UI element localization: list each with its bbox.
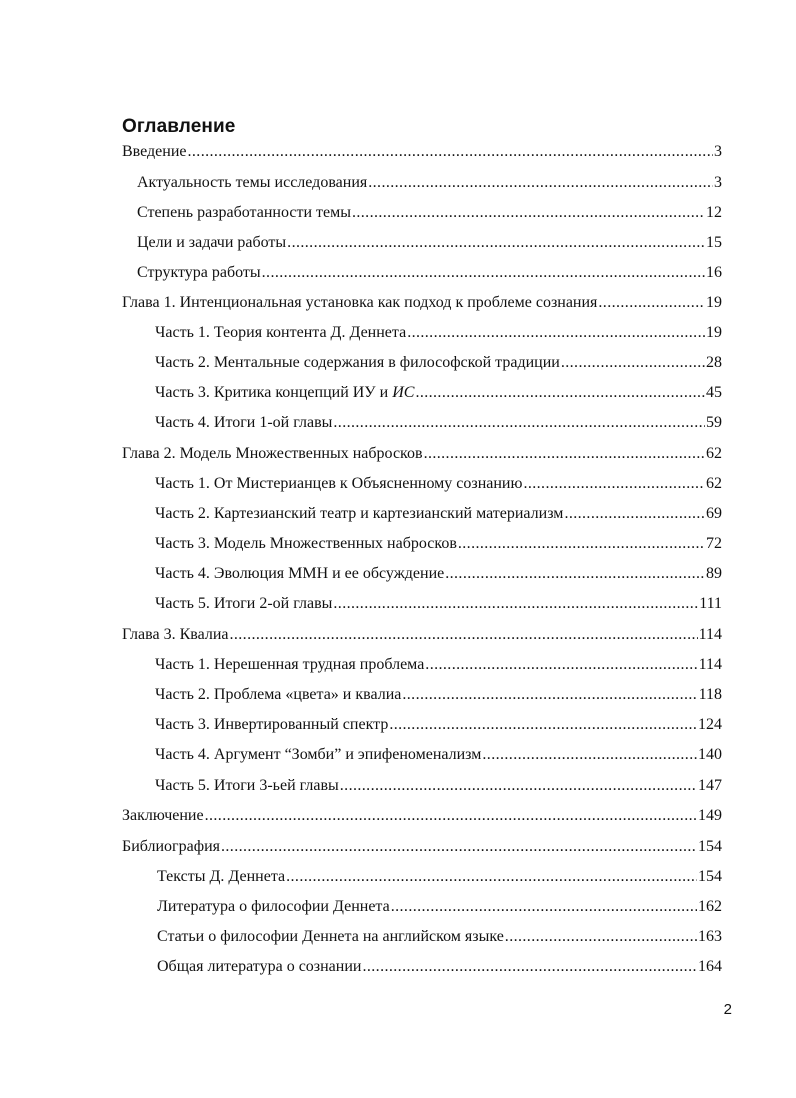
toc-entry-page: 19 [706, 294, 722, 311]
toc-entry-label: Часть 1. Нерешенная трудная проблема [155, 656, 425, 673]
toc-entry-ch2-part-5[interactable] [155, 594, 722, 614]
toc-entry-label: Часть 1. Теория контента Д. Деннета [155, 324, 407, 341]
toc-entry-label: Тексты Д. Деннета [157, 868, 286, 885]
toc-entry-page: 147 [698, 777, 722, 794]
toc-entry-english-articles[interactable] [157, 927, 722, 947]
leader-dots [333, 413, 705, 433]
toc-entry-page: 72 [706, 535, 722, 552]
toc-entry-page: 3 [714, 174, 722, 191]
toc-entry-page: 154 [698, 838, 722, 855]
leader-dots [188, 142, 714, 162]
toc-entry-relevance[interactable] [137, 173, 722, 193]
toc-entry-structure[interactable] [137, 263, 722, 283]
toc-entry-page: 3 [714, 143, 722, 160]
leader-dots [402, 685, 697, 705]
toc-entry-degree-of-development[interactable] [137, 203, 722, 223]
toc-entry-label: Часть 2. Проблема «цвета» и квалиа [155, 686, 402, 703]
leader-dots [561, 353, 705, 373]
toc-entry-literature-on-dennett[interactable] [157, 897, 722, 917]
leader-dots [362, 957, 697, 977]
toc-entry-label: Часть 5. Итоги 2-ой главы [155, 595, 333, 612]
toc-heading: Оглавление [122, 116, 236, 137]
toc-entry-ch3-part-3[interactable] [155, 715, 722, 735]
toc-entry-page: 124 [698, 716, 722, 733]
toc-entry-ch2-part-3[interactable] [155, 534, 722, 554]
toc-entry-label: Статьи о философии Деннета на английском языке [157, 928, 504, 945]
toc-entry-label: Глава 3. Квалиа [122, 626, 229, 643]
toc-entry-page: 162 [698, 898, 722, 915]
toc-entry-label: Структура работы [137, 264, 261, 281]
toc-entry-label: Часть 4. Аргумент “Зомби” и эпифеноменализм [155, 746, 482, 763]
leader-dots [368, 173, 713, 193]
leader-dots [424, 444, 705, 464]
leader-dots [391, 897, 697, 917]
toc-entry-label: Часть 2. Ментальные содержания в философской традиции [155, 354, 560, 371]
toc-entry-page: 164 [698, 958, 722, 975]
toc-entry-page: 114 [698, 656, 722, 673]
toc-entry-page: 154 [698, 868, 722, 885]
leader-dots [340, 776, 697, 796]
toc-entry-page: 118 [698, 686, 722, 703]
toc-entry-page: 59 [706, 414, 722, 431]
toc-entry-chapter-3[interactable] [122, 625, 722, 645]
toc-entry-dennett-texts[interactable] [157, 867, 722, 887]
toc-entry-page: 111 [699, 595, 722, 612]
toc-entry-page: 62 [706, 475, 722, 492]
toc-entry-page: 89 [706, 565, 722, 582]
toc-entry-label: Часть 3. Модель Множественных набросков [155, 535, 457, 552]
toc-entry-page: 19 [706, 324, 722, 341]
toc-entry-label: Глава 1. Интенциональная установка как подход к проблеме сознания [122, 294, 598, 311]
toc-entry-label [155, 383, 414, 403]
toc-entry-ch1-part-1[interactable] [155, 323, 722, 343]
leader-dots [505, 927, 697, 947]
leader-dots [415, 383, 705, 403]
leader-dots [287, 233, 705, 253]
toc-entry-ch2-part-1[interactable] [155, 474, 722, 494]
leader-dots [458, 534, 705, 554]
toc-entry-label: Часть 4. Итоги 1-ой главы [155, 414, 333, 431]
toc-entry-page: 15 [706, 234, 722, 251]
leader-dots [407, 323, 705, 343]
toc-entry-label: Библиография [122, 838, 220, 855]
toc-entry-ch3-part-2[interactable] [155, 685, 722, 705]
toc-entry-label: Часть 5. Итоги 3-ьей главы [155, 777, 339, 794]
toc-entry-ch3-part-5[interactable] [155, 776, 722, 796]
toc-entry-label: Общая литература о сознании [157, 958, 362, 975]
leader-dots [523, 474, 705, 494]
leader-dots [389, 715, 697, 735]
toc-entry-page: 163 [698, 928, 722, 945]
toc-entry-label: Часть 4. Эволюция ММН и ее обсуждение [155, 565, 445, 582]
toc-entry-ch3-part-1[interactable] [155, 655, 722, 675]
toc-entry-ch2-part-4[interactable] [155, 564, 722, 584]
toc-entry-label: Цели и задачи работы [137, 234, 287, 251]
toc-entry-ch1-part-2[interactable] [155, 353, 722, 373]
toc-entry-general-literature[interactable] [157, 957, 722, 977]
toc-entry-label: Часть 3. Инвертированный спектр [155, 716, 389, 733]
toc-entry-label: Заключение [122, 807, 204, 824]
leader-dots [564, 504, 705, 524]
toc-entry-label: Литература о философии Деннета [157, 898, 390, 915]
toc-entry-chapter-2[interactable] [122, 444, 722, 464]
toc-entry-page: 69 [706, 505, 722, 522]
toc-entry-page: 16 [706, 264, 722, 281]
toc-entry-label: Часть 1. От Мистерианцев к Объясненному сознанию [155, 475, 523, 492]
toc-entry-ch1-part-3[interactable] [155, 383, 722, 403]
toc-entry-chapter-1[interactable] [122, 293, 722, 313]
toc-entry-page: 62 [706, 445, 722, 462]
leader-dots [205, 806, 697, 826]
leader-dots [598, 293, 705, 313]
toc-entry-page: 28 [706, 354, 722, 371]
toc-entry-page: 45 [706, 384, 722, 401]
toc-entry-conclusion[interactable] [122, 806, 722, 826]
toc-entry-label-italic: ИС [392, 384, 415, 401]
leader-dots [425, 655, 697, 675]
leader-dots [352, 203, 705, 223]
toc-entry-label-text: Часть 3. Критика концепций ИУ и [155, 384, 393, 401]
toc-entry-page: 149 [698, 807, 722, 824]
leader-dots [221, 837, 697, 857]
leader-dots [333, 594, 698, 614]
toc-entry-goals[interactable] [137, 233, 722, 253]
toc-entry-introduction[interactable] [122, 142, 722, 162]
toc-entry-label: Актуальность темы исследования [137, 174, 368, 191]
toc-entry-label: Введение [122, 143, 187, 160]
toc-entry-ch2-part-2[interactable] [155, 504, 722, 524]
toc-entry-page: 140 [698, 746, 722, 763]
toc-entry-ch1-part-4[interactable] [155, 413, 722, 433]
leader-dots [286, 867, 697, 887]
leader-dots [445, 564, 705, 584]
leader-dots [482, 745, 697, 765]
toc-entry-label: Часть 2. Картезианский театр и картезианский материализм [155, 505, 564, 522]
leader-dots [262, 263, 705, 283]
toc-entry-page: 114 [698, 626, 722, 643]
toc-entry-ch3-part-4[interactable] [155, 745, 722, 765]
toc-entry-label: Глава 2. Модель Множественных набросков [122, 445, 423, 462]
page-number: 2 [723, 1001, 732, 1018]
leader-dots [229, 625, 697, 645]
toc-entry-page: 12 [706, 204, 722, 221]
toc-entry-label: Степень разработанности темы [137, 204, 351, 221]
toc-entry-bibliography[interactable] [122, 837, 722, 857]
